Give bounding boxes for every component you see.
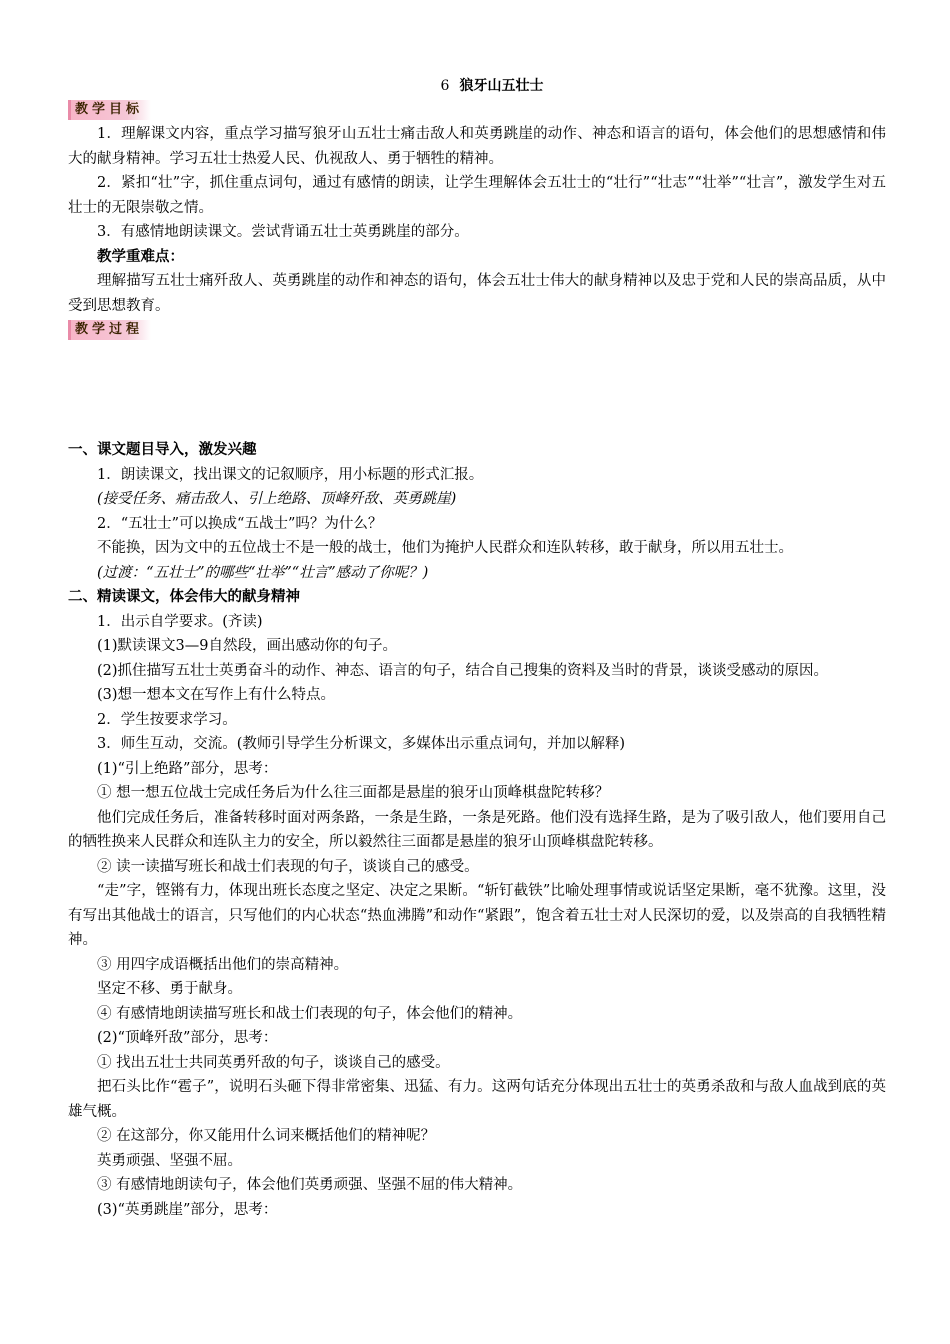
part2-line: 2．学生按要求学习。	[97, 711, 237, 728]
goal-paragraph-1: 1．理解课文内容，重点学习描写狼牙山五壮士痛击敌人和英勇跳崖的动作、神态和语言的语句，体会他们的思想感情和伟大的献身精神。学习五壮士热爱人民、仇视敌人、勇于牺牲的精神。	[68, 126, 886, 167]
part2-line: (2)“顶峰歼敌”部分，思考：	[97, 1030, 278, 1046]
part2-line: ④ 有感情地朗读描写班长和战士们表现的句子，体会他们的精神。	[97, 1005, 523, 1022]
lesson-number: 6	[440, 78, 450, 94]
blank-space	[68, 342, 886, 438]
part2-line: 英勇顽强、坚强不屈。	[97, 1152, 242, 1169]
part2-line: 坚定不移、勇于献身。	[97, 981, 242, 997]
part1-line-4: 不能换，因为文中的五位战士不是一般的战士，他们为掩护人民群众和连队转移，敢于献身，所以用五壮士。	[97, 540, 793, 556]
part1-line-2: (接受任务、痛击敌人、引上绝路、顶峰歼敌、英勇跳崖)	[97, 491, 457, 507]
part1-heading: 一、课文题目导入，激发兴趣	[68, 441, 257, 458]
teaching-process-badge: 教学过程	[68, 320, 151, 340]
part2-line: 他们完成任务后，准备转移时面对两条路，一条是生路，一条是死路。他们没有选择生路，是为了吸引敌人，他们要用自己的牺牲换来人民群众和连队主力的安全，所以毅然往三面都是悬崖的狼牙山顶峰棋盘陀转移。	[68, 809, 886, 850]
part2-line: ② 在这部分，你又能用什么词来概括他们的精神呢？	[97, 1128, 436, 1144]
part1-line-3: 2．“五壮士”可以换成“五战士”吗？为什么？	[97, 515, 383, 532]
part2-line: “走”字，铿锵有力，体现出班长态度之坚定、决定之果断。“斩钉截铁”比喻处理事情或说话坚定果断，毫不犹豫。这里，没有写出其他战士的语言，只写他们的内心状态“热血沸腾”和动作“紧跟”，饱含着五壮士对人民深切的爱，以及崇高的自我牺牲精神。	[68, 883, 886, 948]
part2-line: (3)想一想本文在写作上有什么特点。	[97, 687, 336, 703]
key-points-label: 教学重难点：	[97, 247, 184, 265]
part2-line: ① 找出五壮士共同英勇歼敌的句子，谈谈自己的感受。	[97, 1054, 450, 1071]
part2-line: 1．出示自学要求。(齐读)	[97, 613, 263, 630]
part1-line-1: 1．朗读课文，找出课文的记叙顺序，用小标题的形式汇报。	[97, 466, 484, 483]
part2-line: ② 读一读描写班长和战士们表现的句子，谈谈自己的感受。	[97, 858, 479, 875]
goal-paragraph-2: 2．紧扣“壮”字，抓住重点词句，通过有感情的朗读，让学生理解体会五壮士的“壮行”“壮志”“壮举”“壮言”，激发学生对五壮士的无限崇敬之情。	[68, 175, 886, 216]
lesson-title-text: 狼牙山五壮士	[459, 78, 544, 94]
part2-line: (3)“英勇跳崖”部分，思考：	[97, 1201, 278, 1218]
part2-line: 把石头比作“雹子”，说明石头砸下得非常密集、迅猛、有力。这两句话充分体现出五壮士的英勇杀敌和与敌人血战到底的英雄气概。	[68, 1079, 886, 1120]
part2-line: (1)默读课文3—9自然段，画出感动你的句子。	[97, 638, 397, 654]
goal-paragraph-3: 3．有感情地朗读课文。尝试背诵五壮士英勇跳崖的部分。	[97, 224, 469, 240]
part1-line-5: (过渡：“五壮士”的哪些“壮举”“壮言”感动了你呢？)	[97, 564, 429, 581]
part2-heading: 二、精读课文，体会伟大的献身精神	[68, 588, 300, 605]
lesson-title	[68, 74, 886, 98]
part2-line: ③ 用四字成语概括出他们的崇高精神。	[97, 956, 349, 973]
part2-line: ① 想一想五位战士完成任务后为什么往三面都是悬崖的狼牙山顶峰棋盘陀转移？	[97, 785, 610, 801]
part2-line: 3．师生互动，交流。(教师引导学生分析课文，多媒体出示重点词句，并加以解释)	[97, 736, 626, 752]
teaching-goals-badge: 教学目标	[68, 100, 151, 120]
document-page	[68, 74, 886, 1222]
part2-line: (1)“引上绝路”部分，思考：	[97, 760, 278, 777]
part2-line: (2)抓住描写五壮士英勇奋斗的动作、神态、语言的句子，结合自己搜集的资料及当时的背景，谈谈受感动的原因。	[97, 662, 829, 679]
key-points-text: 理解描写五壮士痛歼敌人、英勇跳崖的动作和神态的语句，体会五壮士伟大的献身精神以及忠于党和人民的崇高品质，从中受到思想教育。	[68, 273, 886, 314]
part2-line: ③ 有感情地朗读句子，体会他们英勇顽强、坚强不屈的伟大精神。	[97, 1177, 523, 1193]
